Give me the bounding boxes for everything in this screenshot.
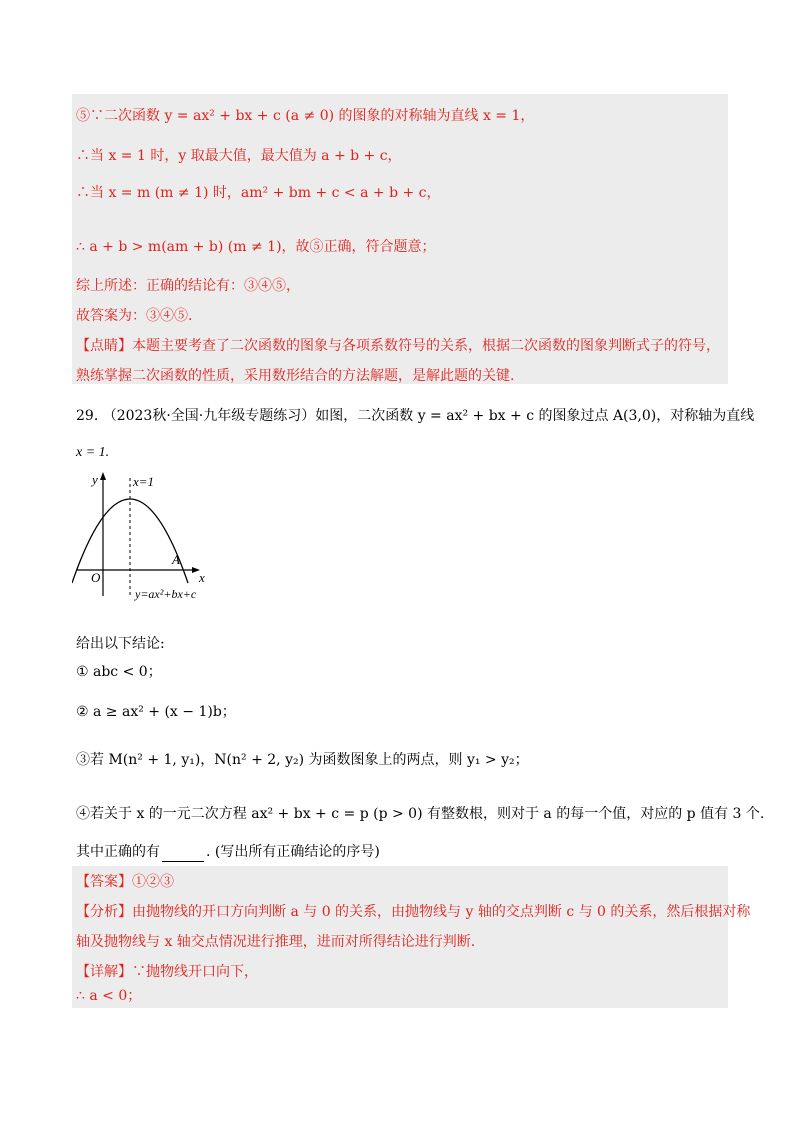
y-axis-arrow	[100, 472, 106, 480]
curve-label: y=ax²+bx+c	[135, 587, 197, 601]
question-ask	[76, 842, 380, 862]
solution-note: 熟练掌握二次函数的性质，采用数形结合的方法解题，是解此题的关键.	[76, 368, 515, 384]
answer-line: 【答案】①②③	[76, 874, 174, 890]
question-ask-text: 其中正确的有	[76, 844, 160, 860]
x-axis-label: x	[199, 570, 205, 585]
solution-line: ∴当 x = m (m ≠ 1) 时，am² + bm + c < a + b + c，	[76, 185, 441, 201]
detail-line: ∴ a < 0；	[76, 988, 142, 1004]
question-ask-tail: . (写出所有正确结论的序号)	[206, 844, 380, 860]
analysis-line: 轴及抛物线与 x 轴交点情况进行推理，进而对所得结论进行判断.	[76, 934, 476, 950]
solution-line: ⑤∵二次函数 y = ax² + bx + c (a ≠ 0) 的图象的对称轴为直线 x = 1，	[76, 108, 535, 124]
solution-line: ∴当 x = 1 时，y 取最大值，最大值为 a + b + c，	[76, 148, 402, 164]
origin-label: O	[91, 570, 101, 585]
point-a-label: A	[172, 552, 180, 567]
symmetry-axis-label: x=1	[133, 474, 155, 489]
parabola-figure	[72, 470, 232, 605]
conclusion-1: ① abc < 0；	[76, 664, 162, 680]
answer-blank	[162, 847, 204, 862]
solution-note: 【点睛】本题主要考查了二次函数的图象与各项系数符号的关系，根据二次函数的图象判断式子的符号，	[76, 338, 720, 354]
conclusions-intro: 给出以下结论:	[76, 636, 165, 652]
conclusion-3: ③若 M(n² + 1, y₁)，N(n² + 2, y₂) 为函数图象上的两点，则 y₁ > y₂；	[76, 752, 529, 768]
question-stem: 29. （2023秋·全国·九年级专题练习）如图，二次函数 y = ax² + bx + c 的图象过点 A(3,0)，对称轴为直线	[76, 408, 755, 424]
question-stem: x = 1.	[76, 445, 110, 460]
solution-line: 故答案为：③④⑤.	[76, 308, 193, 324]
detail-line: 【详解】∵抛物线开口向下，	[76, 964, 258, 980]
solution-line: ∴ a + b > m(am + b) (m ≠ 1)，故⑤正确，符合题意；	[76, 239, 436, 255]
analysis-line: 【分析】由抛物线的开口方向判断 a 与 0 的关系，由抛物线与 y 轴的交点判断 c 与 0 的关系，然后根据对称	[76, 904, 751, 920]
y-axis-label: y	[92, 472, 98, 487]
conclusion-4: ④若关于 x 的一元二次方程 ax² + bx + c = p (p > 0) 有整数根，则对于 a 的每一个值，对应的 p 值有 3 个.	[76, 806, 765, 822]
conclusion-2: ② a ≥ ax² + (x − 1)b；	[76, 704, 236, 720]
solution-line: 综上所述：正确的结论有：③④⑤，	[76, 278, 300, 294]
